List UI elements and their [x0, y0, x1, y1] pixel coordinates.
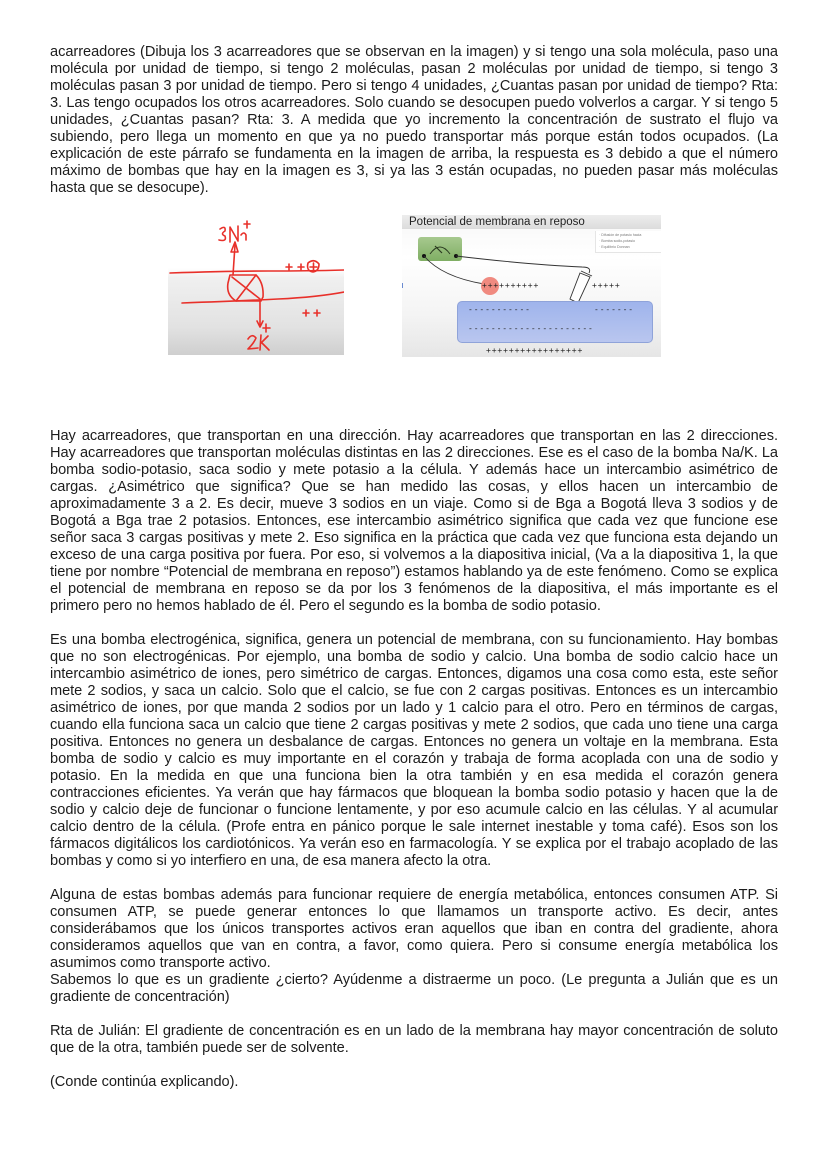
figure-hand-drawn-pump — [168, 215, 344, 355]
legend-item: · Bomba sodio-potasio — [599, 238, 661, 244]
slide-title: Potencial de membrana en reposo — [402, 215, 661, 229]
paragraph-carriers-saturation: acarreadores (Dibuja los 3 acarreadores que se observan en la imagen) y si tengo una sola molécula, paso una molécula por unidad de tiempo, si tengo 2 moléculas, pasan 2 moléculas por unidad de tiempo, si tengo 3 moléculas pasan 3 por unidad de tiempo. Pero si tengo 4 unidades, ¿Cuantas pasan por unidad de tiempo? Rta: 3. Las tengo ocupados los otros acarreadores. Solo cuando se desocupen puedo volverlos a cargar. Y si tengo 5 unidades, ¿Cuantas pasan? Rta: 3. A medida que yo incremento la concentración de sustrato el flujo va subiendo, pero llega un momento en que ya no puedo transportar más porque están todos ocupados. (La explicación de este párrafo se fundamenta en la imagen de arriba, la respuesta es 3 debido a que el número máximo de bombas que hay en la imagen es 3, si ya las 3 están ocupadas, no pueden pasar más moléculas hasta que se desocupe). — [50, 44, 778, 196]
inner-charges-top-left: ----------- — [468, 305, 531, 314]
inner-charges-bottom: ---------------------- — [468, 324, 594, 333]
figure-slide-resting-potential — [402, 215, 661, 357]
cell-membrane — [457, 301, 653, 343]
outer-charges-top-left: ++++++++++ — [482, 281, 540, 290]
inner-charges-top-right: ------- — [594, 305, 635, 314]
figures-row — [50, 215, 778, 428]
slide-marker — [402, 283, 403, 288]
legend-item: · Equilibrio Donnan — [599, 244, 661, 250]
outer-charges-top-right: +++++ — [592, 281, 621, 290]
paragraph-gradient-question: Sabemos lo que es un gradiente ¿cierto? Ayúdenme a distraerme un poco. (Le pregunta a Julián que es un gradiente de concentración) — [50, 972, 778, 1005]
pump-sketch-icon — [168, 215, 344, 355]
paragraph-active-transport: Alguna de estas bombas además para funcionar requiere de energía metabólica, entonces consumen ATP. Si consumen ATP, se puede generar entonces lo que llamamos un transporte activo. Es decir, antes considerábamos que los únicos transportes activos eran aquellos que iban en contra del gradiente, ahora consideramos aquellos que van en contra, a favor, como quiera. Pero si consume energía metabólica los asumimos como transporte activo. — [50, 887, 778, 971]
legend-item: · Difusión de potasio hacia — [599, 232, 661, 238]
paragraph-julian-answer: Rta de Julián: El gradiente de concentración es en un lado de la membrana hay mayor concentración de soluto que de la otra, también puede ser de solvente. — [50, 1023, 778, 1056]
paragraph-na-k-pump: Hay acarreadores, que transportan en una dirección. Hay acarreadores que transportan en las 2 direcciones. Hay acarreadores que transportan moléculas distintas en las 2 direcciones. Ese es el caso de la bomba Na/K. La bomba sodio-potasio, saca sodio y mete potasio a la célula. Y además hace un intercambio asimétrico de cargas. ¿Asimétrico que significa? Que se han medido las cosas, y ellos hacen un intercambio de aproximadamente 3 a 2. Es decir, mueve 3 sodios en un viaje. Como si de Bga a Bogotá lleva 3 sodios y de Bogotá a Bga trae 2 potasios. Entonces, ese intercambio asimétrico significa que cada vez que funcione ese señor saca 3 cargas positivas y mete 2. Eso significa en la práctica que cada vez que funciona esta dejando un exceso de una carga positiva por fuera. Por eso, si volvemos a la diapositiva inicial, (Va a la diapositiva 1, la que tiene por nombre “Potencial de membrana en reposo”) estamos hablando ya de este fenómeno. Como se explica el potencial de membrana en reposo se da por los 3 fenómenos de la diapositiva, el más importante es el primero pero no hemos hablado de él. Pero el segundo es la bomba de sodio potasio. — [50, 428, 778, 614]
document-page — [50, 44, 778, 1108]
paragraph-electrogenic-pump: Es una bomba electrogénica, significa, genera un potencial de membrana, con su funcionamiento. Hay bombas que no son electrogénicas. Por ejemplo, una bomba de sodio y calcio. Una bomba de sodio calcio hace un intercambio asimétrico de iones, pero simétrico de cargas. Entonces, digamos una cosa como esta, este señor mete 2 sodios, y saca un calcio. Solo que el calcio, se fue con 2 cargas positivas. Entonces es un intercambio asimétrico de iones, por que manda 2 sodios por un lado y 1 calcio para el otro. Pero en términos de cargas, cuando ella funciona saca un calcio que tiene 2 cargas positivas y mete 2 sodios, que cada uno tiene una carga positiva. Entonces no genera un desbalance de cargas. Entonces no genera un voltaje en la membrana. Esta bomba de sodio y calcio es muy importante en el corazón y trabaja de forma acoplada con una de sodio y potasio. En la medida en que una funciona bien la otra también y en esa medida el corazón genera contracciones eficientes. Ya verán que hay fármacos que bloquean la bomba sodio potasio y hacen que la de sodio y calcio deje de funcionar o funcione lentamente, y por eso acumule calcio en las células. Y al acumular calcio dentro de la célula. (Profe entra en pánico porque le sale internet inestable y toma café). Esos son los fármacos digitálicos los cardiotónicos. Ya verán eso en farmacología. Y se explica por el trabajo acoplado de las bombas y como si yo interfiero en una, de esa manera afecto la otra. — [50, 632, 778, 869]
paragraph-conde-continues: (Conde continúa explicando). — [50, 1074, 239, 1090]
outer-charges-bottom: +++++++++++++++++ — [486, 346, 584, 355]
